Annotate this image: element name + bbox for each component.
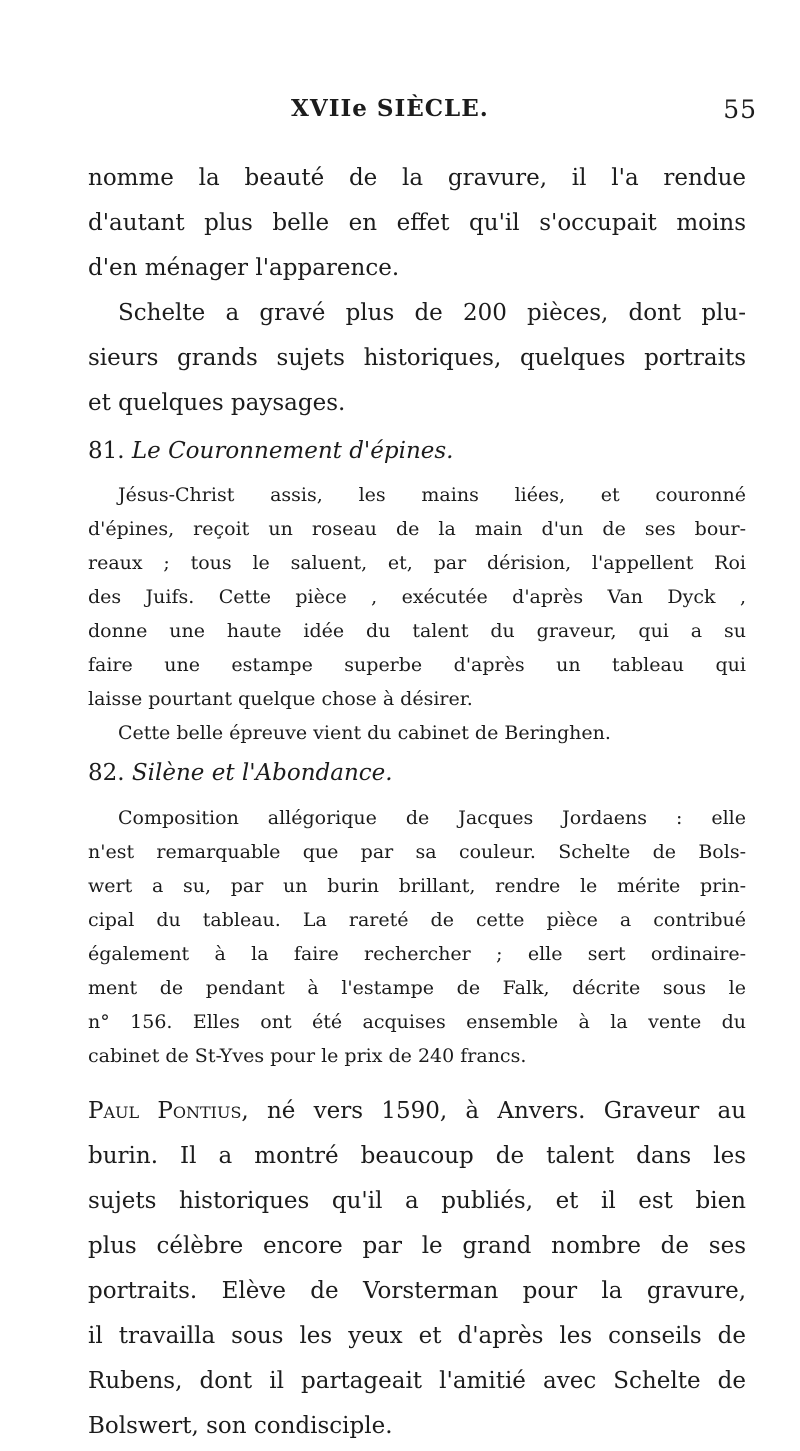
text-line: d'autant plus belle en effet qu'il s'occupait moins [88,210,746,236]
text-line: ment de pendant à l'estampe de Falk, décrite sous le [88,977,746,999]
text-line: Schelte a gravé plus de 200 pièces, dont plu- [118,300,746,326]
text-line: burin. Il a montré beaucoup de talent dans les [88,1143,746,1169]
running-header [291,95,757,129]
entry-heading-81 [88,440,746,463]
text-line: nomme la beauté de la gravure, il l'a rendue [88,165,746,191]
entry-heading-82 [88,762,746,785]
entry-title: Silène et l'Abondance. [131,760,393,786]
page-number: 55 [723,95,757,124]
text-line: sieurs grands sujets historiques, quelques portraits [88,345,746,371]
text-line: il travailla sous les yeux et d'après les conseils de [88,1323,746,1349]
artist-entry-first-line [88,1100,746,1123]
text-line: Composition allégorique de Jacques Jordaens : elle [118,807,746,829]
text-line: et quelques paysages. [88,390,346,416]
text-line: également à la faire rechercher ; elle sert ordinaire- [88,943,746,965]
text-line: n'est remarquable que par sa couleur. Schelte de Bols- [88,841,746,863]
text-line: faire une estampe superbe d'après un tableau qui [88,654,746,676]
entry-number: 82. [88,760,125,786]
text-line: d'épines, reçoit un roseau de la main d'un de ses bour- [88,518,746,540]
text-line: des Juifs. Cette pièce , exécutée d'après Van Dyck , [88,586,746,608]
text-line: reaux ; tous le saluent, et, par dérision, l'appellent Roi [88,552,746,574]
text-line: laisse pourtant quelque chose à désirer. [88,688,473,710]
running-title: XVIIe SIÈCLE. [291,95,489,122]
text-line: d'en ménager l'apparence. [88,255,400,281]
text-line: wert a su, par un burin brillant, rendre le mérite prin- [88,875,746,897]
text-line: cabinet de St-Yves pour le prix de 240 francs. [88,1045,527,1067]
text-line: portraits. Elève de Vorsterman pour la gravure, [88,1278,746,1304]
text-line: cipal du tableau. La rareté de cette pièce a contribué [88,909,746,931]
text-line: n° 156. Elles ont été acquises ensemble à la vente du [88,1011,746,1033]
text-line: Rubens, dont il partageait l'amitié avec Schelte de [88,1368,746,1394]
text-line: sujets historiques qu'il a publiés, et il est bien [88,1188,746,1214]
artist-name: Paul Pontius, [88,1098,249,1124]
entry-number: 81. [88,438,125,464]
text-line: donne une haute idée du talent du graveur, qui a su [88,620,746,642]
text-fragment: né vers 1590, à Anvers. Graveur au [266,1098,747,1124]
entry-title: Le Couronnement d'épines. [131,438,454,464]
text-line: Bolswert, son condisciple. [88,1413,393,1439]
provenance-line: Cette belle épreuve vient du cabinet de Beringhen. [118,722,611,744]
text-line: Jésus-Christ assis, les mains liées, et couronné [118,484,746,506]
text-line: plus célèbre encore par le grand nombre de ses [88,1233,746,1259]
